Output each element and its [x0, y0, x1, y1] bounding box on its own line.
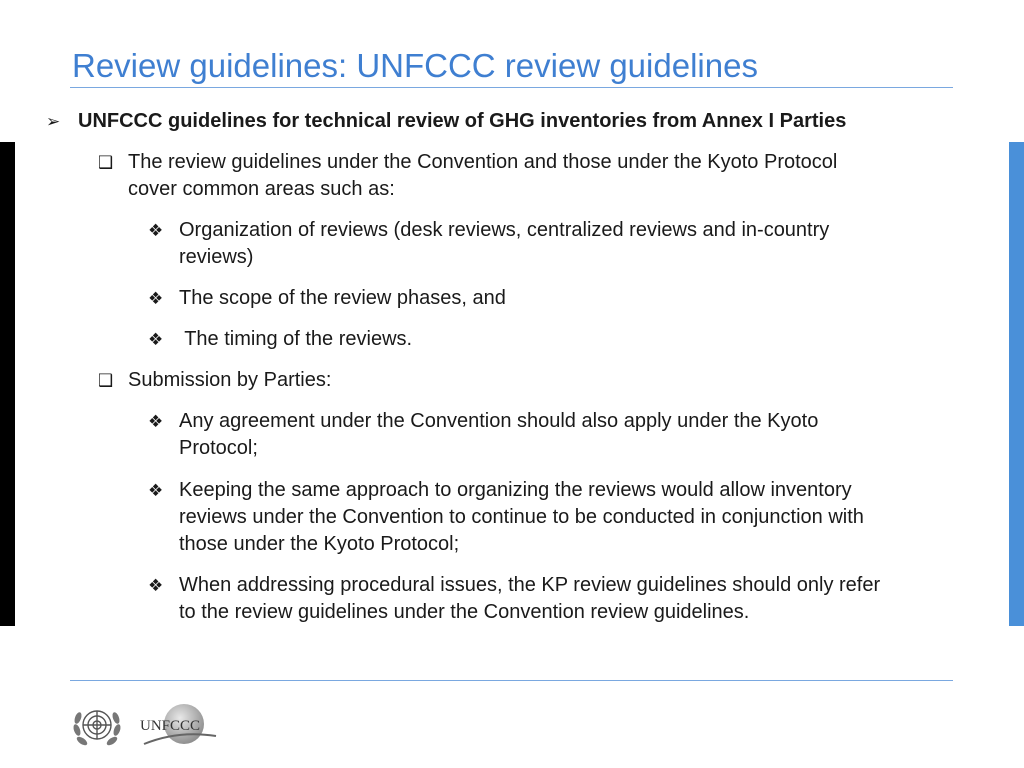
arrow-bullet-icon: ➢	[46, 112, 61, 131]
diamond-bullet-icon: ❖	[148, 576, 164, 595]
slide-title: Review guidelines: UNFCCC review guidelines	[72, 47, 758, 84]
left-accent-bar	[0, 142, 15, 626]
list-item: Protocol;	[179, 437, 258, 459]
list-item: cover common areas such as:	[128, 178, 395, 200]
diamond-bullet-icon: ❖	[148, 221, 164, 240]
list-item: those under the Kyoto Protocol;	[179, 533, 460, 555]
list-item: Any agreement under the Convention should also apply under the Kyoto	[179, 410, 819, 432]
diamond-bullet-icon: ❖	[148, 412, 164, 431]
section-heading: UNFCCC guidelines for technical review of GHG inventories from Annex I Parties	[78, 110, 847, 132]
list-item: Submission by Parties:	[128, 369, 332, 391]
list-item: reviews)	[179, 246, 254, 268]
svg-text:UNFCCC: UNFCCC	[140, 718, 201, 734]
checkbox-bullet-icon: ❑	[98, 371, 114, 390]
diamond-bullet-icon: ❖	[148, 481, 164, 500]
list-item: Organization of reviews (desk reviews, centralized reviews and in-country	[179, 219, 830, 241]
footer-divider	[70, 680, 953, 681]
list-item: to the review guidelines under the Convention review guidelines.	[179, 601, 750, 623]
diamond-bullet-icon: ❖	[148, 330, 164, 349]
un-emblem-icon	[68, 700, 126, 757]
list-item: The timing of the reviews.	[179, 328, 413, 350]
list-item: reviews under the Convention to continue to be conducted in conjunction with	[179, 506, 864, 528]
list-item: The scope of the review phases, and	[179, 287, 506, 309]
list-item: The review guidelines under the Convention and those under the Kyoto Protocol	[128, 151, 838, 173]
unfccc-logo	[138, 700, 218, 757]
list-item: When addressing procedural issues, the KP review guidelines should only refer	[179, 574, 881, 596]
title-divider	[70, 87, 953, 88]
list-item: Keeping the same approach to organizing the reviews would allow inventory	[179, 479, 852, 501]
diamond-bullet-icon: ❖	[148, 289, 164, 308]
right-accent-bar	[1009, 142, 1024, 626]
checkbox-bullet-icon: ❑	[98, 153, 114, 172]
